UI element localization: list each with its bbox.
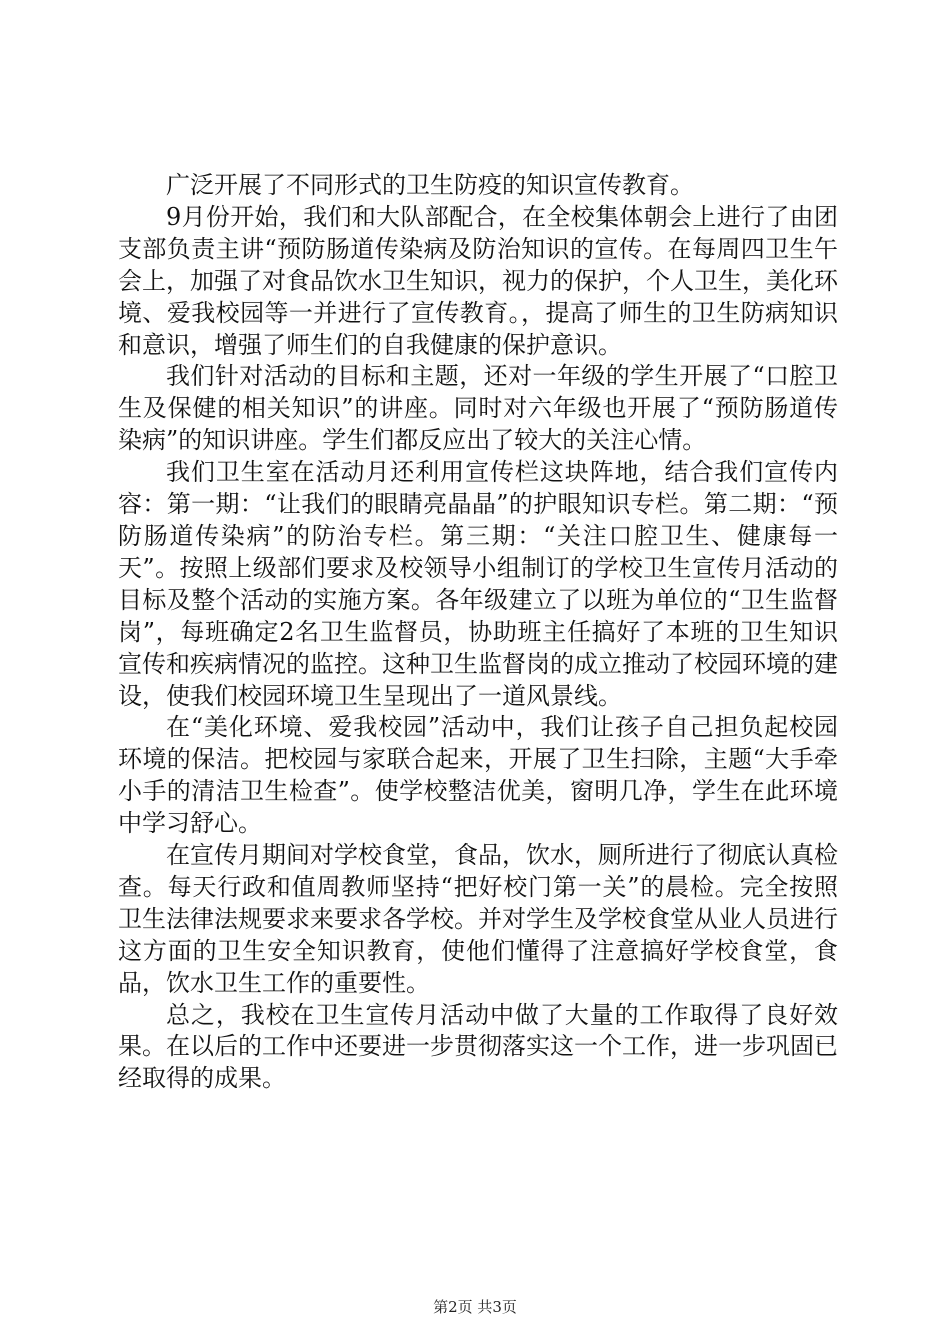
paragraph-1: 广泛开展了不同形式的卫生防疫的知识宣传教育。 [166, 171, 694, 199]
paragraph-7: 总之，我校在卫生宣传月活动中做了大量的工作取得了良好效果。在以后的工作中还要进一步贯彻落实这一个工作，进一步巩固已经取得的成果。 [118, 1000, 838, 1093]
paragraph-2: 9月份开始，我们和大队部配合，在全校集体朝会上进行了由团支部负责主讲“预防肠道传染病及防治知识的宣传。在每周四卫生午会上，加强了对食品饮水卫生知识，视力的保护，个人卫生，美化环境、爱我校园等一并进行了宣传教育。，提高了师生的卫生防病知识和意识，增强了师生们的自我健康的保护意识。 [118, 202, 838, 359]
paragraph-5: 在“美化环境、爱我校园”活动中，我们让孩子自己担负起校园环境的保洁。把校园与家联合起来，开展了卫生扫除，主题“大手牵小手的清洁卫生检查”。使学校整洁优美，窗明几净，学生在此环境中学习舒心。 [118, 713, 838, 838]
paragraph-6: 在宣传月期间对学校食堂，食品，饮水，厕所进行了彻底认真检查。每天行政和值周教师坚持“把好校门第一关”的晨检。完全按照卫生法律法规要求来要求各学校。并对学生及学校食堂从业人员进行这方面的卫生安全知识教育，使他们懂得了注意搞好学校食堂，食品，饮水卫生工作的重要性。 [118, 841, 838, 997]
document-body [118, 170, 838, 1095]
paragraph-4: 我们卫生室在活动月还利用宣传栏这块阵地，结合我们宣传内容：第一期：“让我们的眼睛亮晶晶”的护眼知识专栏。第二期：“预防肠道传染病”的防治专栏。第三期：“关注口腔卫生、健康每一天”。按照上级部们要求及校领导小组制订的学校卫生宣传月活动的目标及整个活动的实施方案。各年级建立了以班为单位的“卫生监督岗”，每班确定2名卫生监督员，协助班主任搞好了本班的卫生知识宣传和疾病情况的监控。这种卫生监督岗的成立推动了校园环境的建设，使我们校园环境卫生呈现出了一道风景线。 [118, 458, 838, 710]
paragraph-3: 我们针对活动的目标和主题，还对一年级的学生开展了“口腔卫生及保健的相关知识”的讲座。同时对六年级也开展了“预防肠道传染病”的知识讲座。学生们都反应出了较大的关注心情。 [118, 362, 838, 455]
page-footer: 第2页 共3页 [433, 1298, 517, 1316]
